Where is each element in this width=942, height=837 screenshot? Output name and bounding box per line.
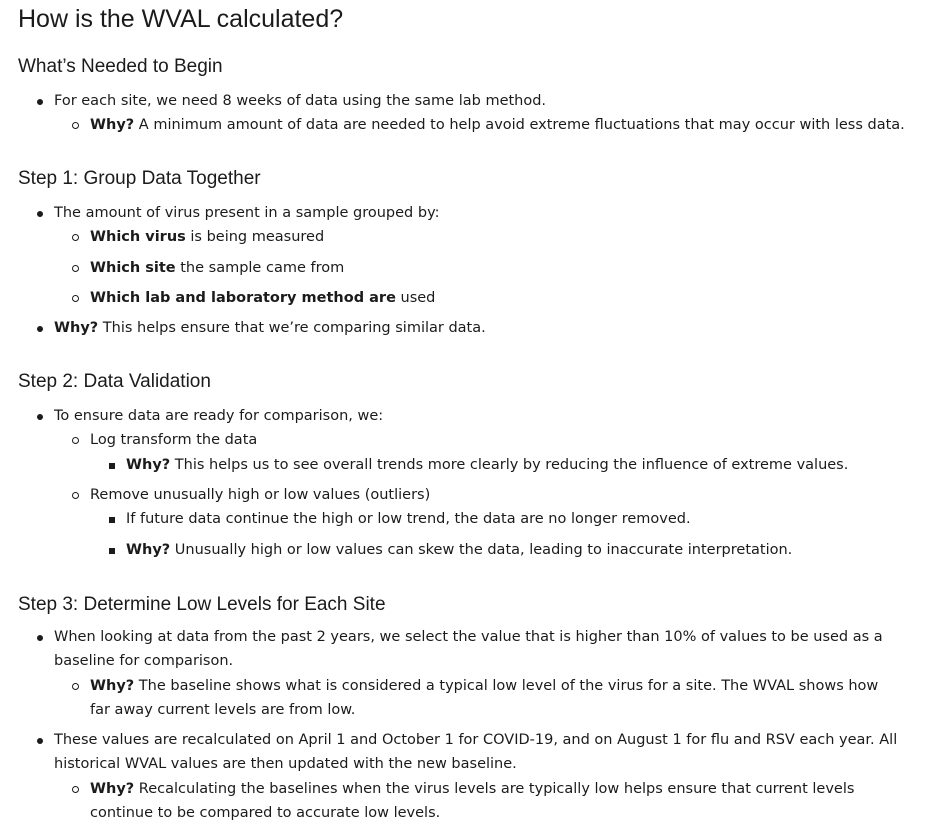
list-item: Remove unusually high or low values (outliers) bbox=[18, 483, 924, 507]
list-item: Why? The baseline shows what is considered a typical low level of the virus for a site. The WVAL shows how far away current levels are from low. bbox=[18, 674, 924, 722]
list-item: Log transform the data bbox=[18, 428, 924, 452]
list-item: Which site the sample came from bbox=[18, 256, 924, 280]
section-step-1 bbox=[18, 168, 924, 340]
section-step-2 bbox=[18, 371, 924, 562]
list-item: If future data continue the high or low trend, the data are no longer removed. bbox=[18, 507, 924, 531]
list-item: Which virus is being measured bbox=[18, 225, 924, 249]
section-heading: Step 1: Group Data Together bbox=[18, 168, 261, 189]
list-item: The amount of virus present in a sample grouped by: bbox=[18, 201, 924, 225]
list-item: To ensure data are ready for comparison, we: bbox=[18, 404, 924, 428]
list-item: Which lab and laboratory method are used bbox=[18, 286, 924, 310]
list-item: Why? Recalculating the baselines when the virus levels are typically low helps ensure that current levels continue to be compared to accurate low levels. bbox=[18, 777, 924, 825]
list-item: These values are recalculated on April 1 and October 1 for COVID-19, and on August 1 for flu and RSV each year. All historical WVAL values are then updated with the new baseline. bbox=[18, 728, 924, 776]
list-item: For each site, we need 8 weeks of data using the same lab method. bbox=[18, 89, 924, 113]
section-heading: What’s Needed to Begin bbox=[18, 56, 223, 77]
list-item: Why? This helps us to see overall trends more clearly by reducing the influence of extreme values. bbox=[18, 453, 924, 477]
section-step-3 bbox=[18, 594, 924, 825]
section-heading: Step 3: Determine Low Levels for Each Site bbox=[18, 594, 386, 615]
list-item: Why? Unusually high or low values can skew the data, leading to inaccurate interpretation. bbox=[18, 538, 924, 562]
list-item: Why? A minimum amount of data are needed to help avoid extreme fluctuations that may occur with less data. bbox=[18, 113, 924, 137]
section-whats-needed bbox=[18, 56, 924, 137]
section-heading: Step 2: Data Validation bbox=[18, 371, 211, 392]
page-title: How is the WVAL calculated? bbox=[18, 5, 344, 33]
list-item: When looking at data from the past 2 years, we select the value that is higher than 10% of values to be used as a baseline for comparison. bbox=[18, 625, 924, 673]
list-item: Why? This helps ensure that we’re comparing similar data. bbox=[18, 316, 924, 340]
